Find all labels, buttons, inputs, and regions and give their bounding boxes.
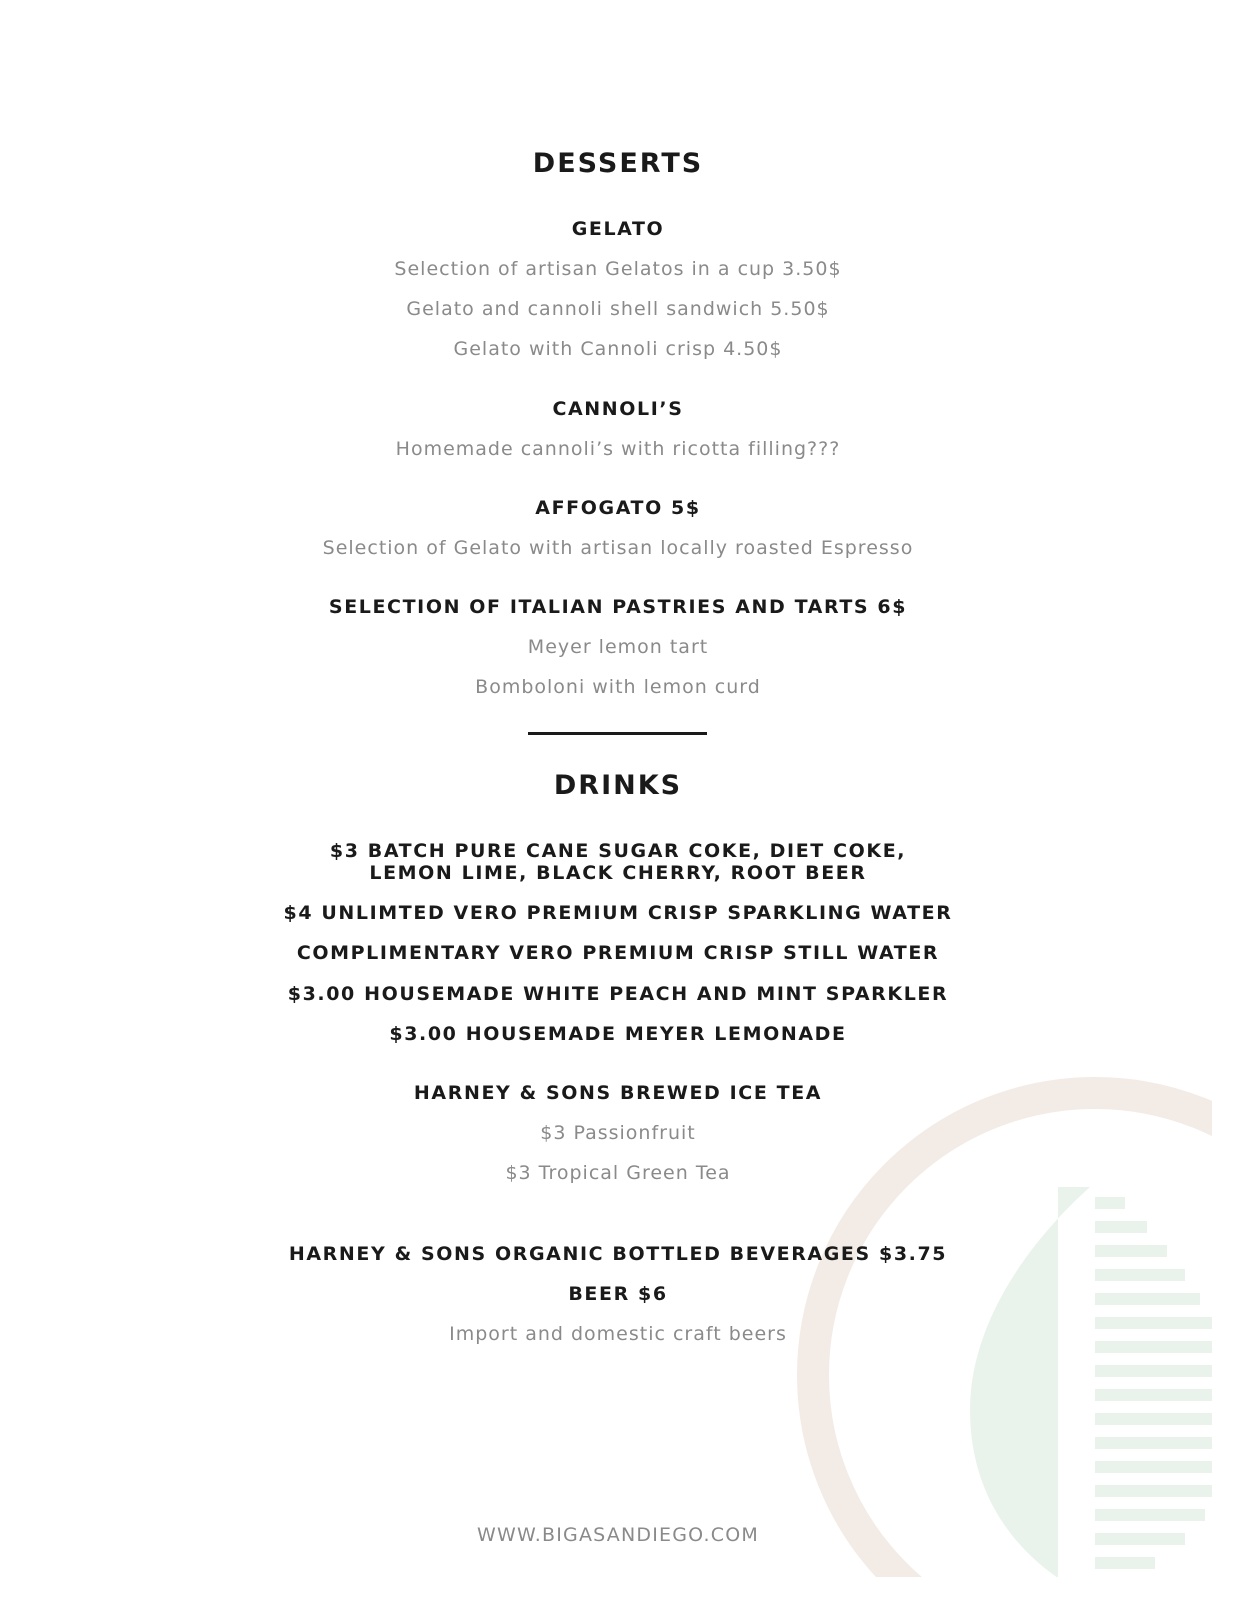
gelato-item: Selection of artisan Gelatos in a cup 3.50$ [394,258,842,280]
drink-item: $3.00 HOUSEMADE WHITE PEACH AND MINT SPARKLER [287,983,949,1005]
drink-item: $3.00 HOUSEMADE MEYER LEMONADE [389,1023,847,1045]
drinks-title: DRINKS [553,770,683,801]
sodas-line-1: $3 BATCH PURE CANE SUGAR COKE, DIET COKE, [329,840,907,862]
gelato-item: Gelato with Cannoli crisp 4.50$ [453,338,783,360]
drink-item: $4 UNLIMTED VERO PREMIUM CRISP SPARKLING WATER [283,902,953,924]
beer-heading: BEER $6 [568,1283,668,1305]
website-footer: WWW.BIGASANDIEGO.COM [476,1524,759,1546]
pastries-heading: SELECTION OF ITALIAN PASTRIES AND TARTS 6$ [328,596,908,618]
cannoli-item: Homemade cannoli’s with ricotta filling??? [395,438,841,460]
pastries-item: Bomboloni with lemon curd [475,676,761,698]
bottled-beverages: HARNEY & SONS ORGANIC BOTTLED BEVERAGES $3.75 [288,1243,948,1265]
pastries-item: Meyer lemon tart [527,636,709,658]
gelato-heading: GELATO [571,218,665,240]
sodas-line-2: LEMON LIME, BLACK CHERRY, ROOT BEER [369,862,867,884]
cannoli-heading: CANNOLI’S [552,398,684,420]
affogato-heading: AFFOGATO 5$ [535,497,701,519]
gelato-item: Gelato and cannoli shell sandwich 5.50$ [406,298,830,320]
drink-item: COMPLIMENTARY VERO PREMIUM CRISP STILL WATER [296,942,940,964]
section-divider [528,732,707,735]
ice-tea-item: $3 Tropical Green Tea [505,1162,731,1184]
beer-item: Import and domestic craft beers [449,1323,787,1345]
affogato-item: Selection of Gelato with artisan locally roasted Espresso [322,537,914,559]
ice-tea-heading: HARNEY & SONS BREWED ICE TEA [413,1082,823,1104]
ice-tea-item: $3 Passionfruit [540,1122,696,1144]
desserts-title: DESSERTS [532,148,704,179]
